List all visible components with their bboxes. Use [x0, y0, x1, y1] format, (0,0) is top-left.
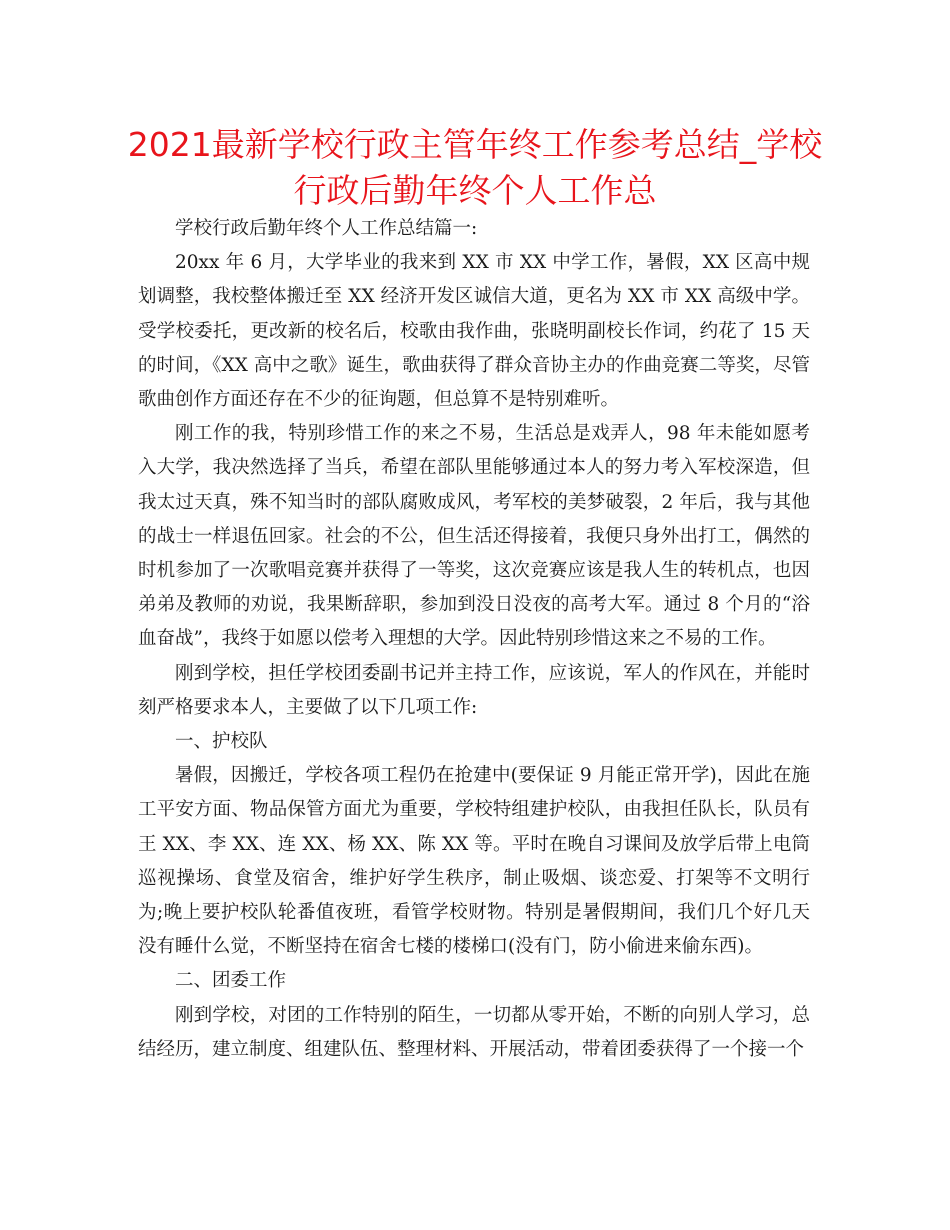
paragraph-heading-2: 二、团委工作 — [175, 970, 287, 992]
document-body — [138, 212, 810, 1067]
paragraph-heading-1: 一、护校队 — [175, 731, 268, 753]
document-title-line-1: 2021最新学校行政主管年终工作参考总结_学校 — [127, 125, 823, 164]
paragraph-work-overview: 刚到学校，担任学校团委副书记并主持工作，应该说，军人的作风在，并能时刻严格要求本人，主要做了以下几项工作: — [138, 662, 810, 718]
paragraph-section-heading: 学校行政后勤年终个人工作总结篇一: — [175, 218, 478, 239]
paragraph-patrol-team: 暑假，因搬迁，学校各项工程仍在抢建中(要保证 9 月能正常开学)，因此在施工平安方面、物品保管方面尤为重要，学校特组建护校队，由我担任队长，队员有王 XX、李 XX、连 XX、杨 XX、陈 XX 等。平时在晚自习课间及放学后带上电筒巡视操场、食堂及宿舍，维护好学生秩序，制止吸烟、谈恋爱、打架等不文明行为;晚上要护校队轮番值夜班，看管学校财物。特别是暑假期间，我们几个好几天没有睡什么觉，不断坚持在宿舍七楼的楼梯口(没有门，防小偷进来偷东西)。 — [138, 765, 810, 958]
paragraph-league-work: 刚到学校，对团的工作特别的陌生，一切都从零开始，不断的向别人学习，总结经历，建立制度、组建队伍、整理材料、开展活动，带着团委获得了一个接一个 — [138, 1004, 810, 1060]
document-title-line-2: 行政后勤年终个人工作总 — [293, 171, 657, 210]
paragraph-intro: 20xx 年 6 月，大学毕业的我来到 XX 市 XX 中学工作，暑假，XX 区高中规划调整，我校整体搬迁至 XX 经济开发区诚信大道，更名为 XX 市 XX 高级中学。受学校委托，更改新的校名后，校歌由我作曲，张晓明副校长作词，约花了 15 天的时间，《XX 高中之歌》诞生，歌曲获得了群众音协主办的作曲竞赛二等奖，尽管歌曲创作方面还存在不少的征询题，但总算不是特别难听。 — [138, 252, 810, 411]
paragraph-background: 刚工作的我，特别珍惜工作的来之不易，生活总是戏弄人，98 年未能如愿考入大学，我决然选择了当兵，希望在部队里能够通过本人的努力考入军校深造，但我太过天真，殊不知当时的部队腐败成风，考军校的美梦破裂，2 年后，我与其他的战士一样退伍回家。社会的不公，但生活还得接着，我便只身外出打工，偶然的时机参加了一次歌唱竞赛并获得了一等奖，这次竞赛应该是我人生的转机点，也因弟弟及教师的劝说，我果断辞职，参加到没日没夜的高考大军。通过 8 个月的“浴血奋战”，我终于如愿以偿考入理想的大学。因此特别珍惜这来之不易的工作。 — [138, 423, 810, 650]
document-title — [120, 122, 830, 214]
